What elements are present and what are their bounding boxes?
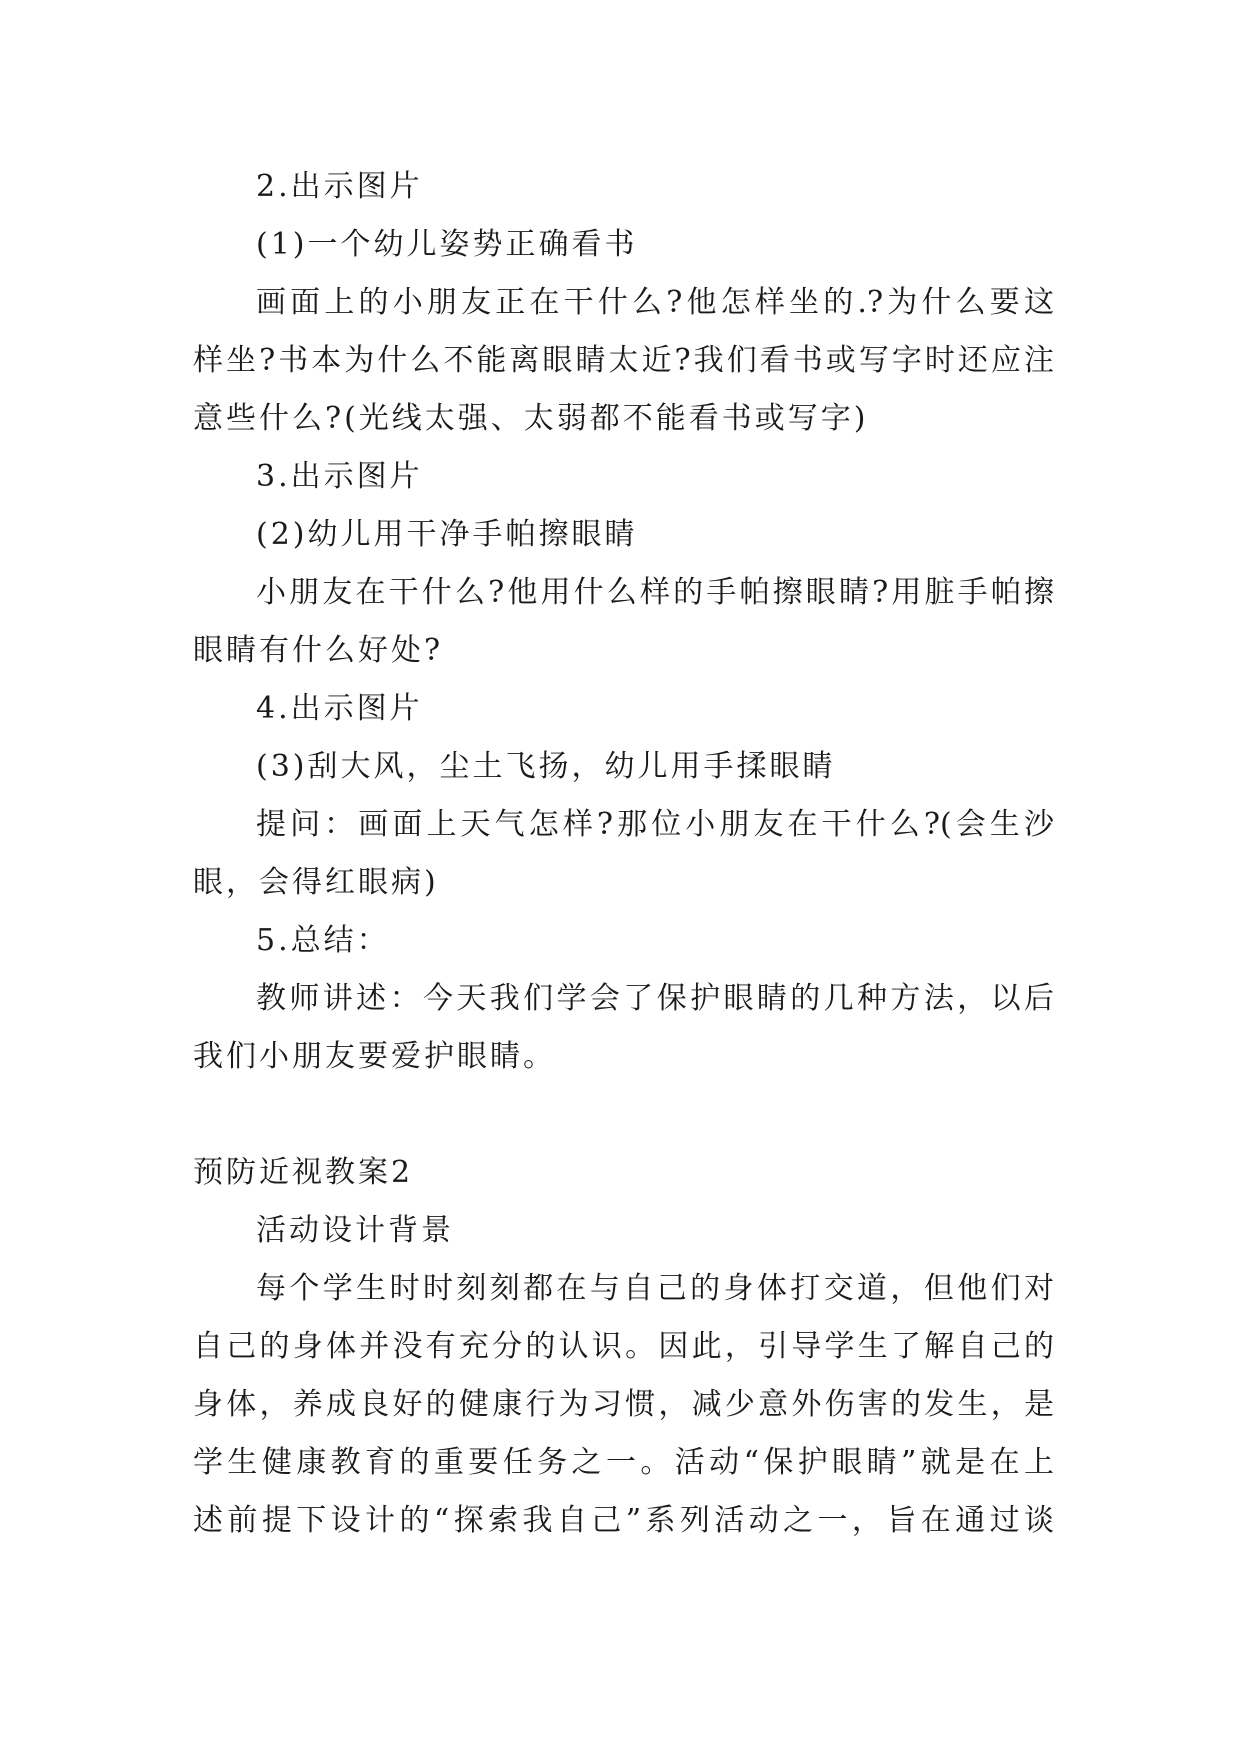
- paragraph-line: 教师讲述：今天我们学会了保护眼睛的几种方法，以后: [256, 981, 1054, 1016]
- paragraph-line: 画面上的小朋友正在干什么?他怎样坐的.?为什么要这: [256, 285, 1054, 320]
- paragraph-line: 眼，会得红眼病): [193, 865, 439, 900]
- step-3-heading: 3.出示图片: [256, 459, 423, 494]
- paragraph-line: 述前提下设计的“探索我自己”系列活动之一，旨在通过谈: [193, 1503, 1054, 1538]
- paragraph-line: 眼睛有什么好处?: [193, 633, 444, 668]
- picture-3-caption: (3)刮大风，尘土飞扬，幼儿用手揉眼睛: [256, 749, 836, 784]
- picture-2-caption: (2)幼儿用干净手帕擦眼睛: [256, 517, 638, 552]
- paragraph-line: 样坐?书本为什么不能离眼睛太近?我们看书或写字时还应注: [193, 343, 1054, 378]
- picture-1-caption: (1)一个幼儿姿势正确看书: [256, 227, 638, 262]
- section-title: 预防近视教案2: [193, 1155, 414, 1190]
- step-4-heading: 4.出示图片: [256, 691, 423, 726]
- paragraph-line: 意些什么?(光线太强、太弱都不能看书或写字): [193, 401, 869, 436]
- subsection-heading: 活动设计背景: [256, 1213, 454, 1248]
- paragraph-line: 学生健康教育的重要任务之一。活动“保护眼睛”就是在上: [193, 1445, 1054, 1480]
- paragraph-line: 小朋友在干什么?他用什么样的手帕擦眼睛?用脏手帕擦: [256, 575, 1054, 610]
- paragraph-line: 自己的身体并没有充分的认识。因此，引导学生了解自己的: [193, 1329, 1054, 1364]
- paragraph-line: 提问：画面上天气怎样?那位小朋友在干什么?(会生沙: [256, 807, 1054, 842]
- paragraph-line: 身体，养成良好的健康行为习惯，减少意外伤害的发生，是: [193, 1387, 1054, 1422]
- step-5-heading: 5.总结：: [256, 923, 390, 958]
- paragraph-line: 我们小朋友要爱护眼睛。: [193, 1039, 556, 1074]
- paragraph-line: 每个学生时时刻刻都在与自己的身体打交道，但他们对: [256, 1271, 1054, 1306]
- step-2-heading: 2.出示图片: [256, 169, 423, 204]
